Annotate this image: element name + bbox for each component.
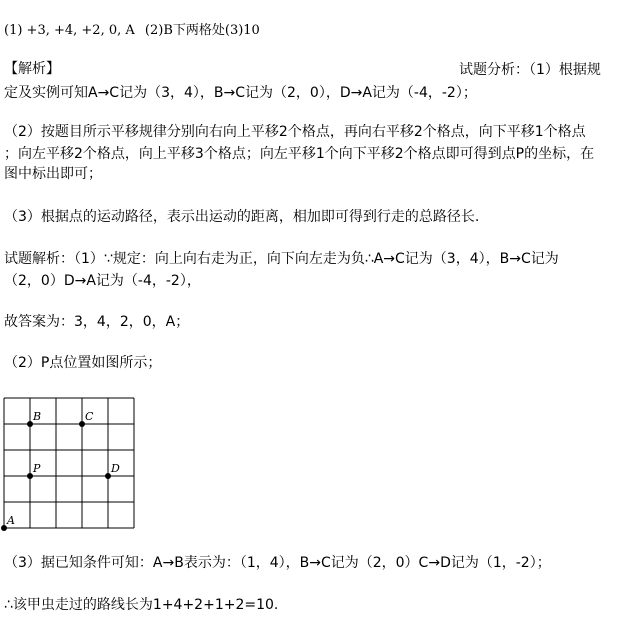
- answer-part3: (3)10: [224, 23, 260, 38]
- analysis-p2-line1: （2）按题目所示平移规律分别向右向上平移2个格点，再向右平移2个格点，向下平移1个格点: [4, 124, 586, 140]
- answer-part1: (1) +3, +4, +2, 0, A: [4, 23, 135, 38]
- solution-line1: 试题解析：（1）∵规定：向上向右走为正，向下向左走为负∴A→C记为（3，4），B→C记为: [4, 251, 559, 267]
- analysis-p1-start: （1）根据规: [529, 62, 601, 78]
- answer-line: [4, 22, 260, 40]
- analysis-label: [459, 61, 601, 79]
- grid-figure: [0, 392, 140, 532]
- solution-p2: （2）P点位置如图所示；: [4, 355, 162, 371]
- solution-total: ∴该甲虫走过的路线长为1+4+2+1+2=10.: [4, 597, 279, 613]
- solution-answer: 故答案为：3，4，2，0，A；: [4, 314, 190, 330]
- point-c-label: C: [85, 410, 94, 423]
- analysis-heading: 【解析】: [4, 61, 60, 77]
- analysis-p2-line2: ；向左平移2个格点，向上平移3个格点；向左平移1个向下平移2个格点即可得到点P的坐标，在: [4, 146, 595, 162]
- solution-line2: （2，0）D→A记为（-4，-2），: [4, 273, 201, 289]
- point-p-label: P: [33, 462, 41, 475]
- point-a-label: A: [7, 514, 15, 527]
- point-b-label: B: [33, 410, 42, 423]
- analysis-label-text: 试题分析：: [459, 62, 529, 78]
- solution-p3: （3）据已知条件可知：A→B表示为：（1，4），B→C记为（2，0）C→D记为（1，-2）；: [4, 555, 551, 571]
- analysis-p2-line3: 图中标出即可；: [4, 166, 102, 182]
- point-d-label: D: [111, 462, 120, 475]
- analysis-p3: （3）根据点的运动路径，表示出运动的距离，相加即可得到行走的总路径长.: [4, 209, 480, 225]
- answer-part2: (2)B下两格处: [144, 23, 225, 38]
- analysis-p1: 定及实例可知A→C记为（3，4），B→C记为（2，0），D→A记为（-4，-2）；: [4, 85, 477, 101]
